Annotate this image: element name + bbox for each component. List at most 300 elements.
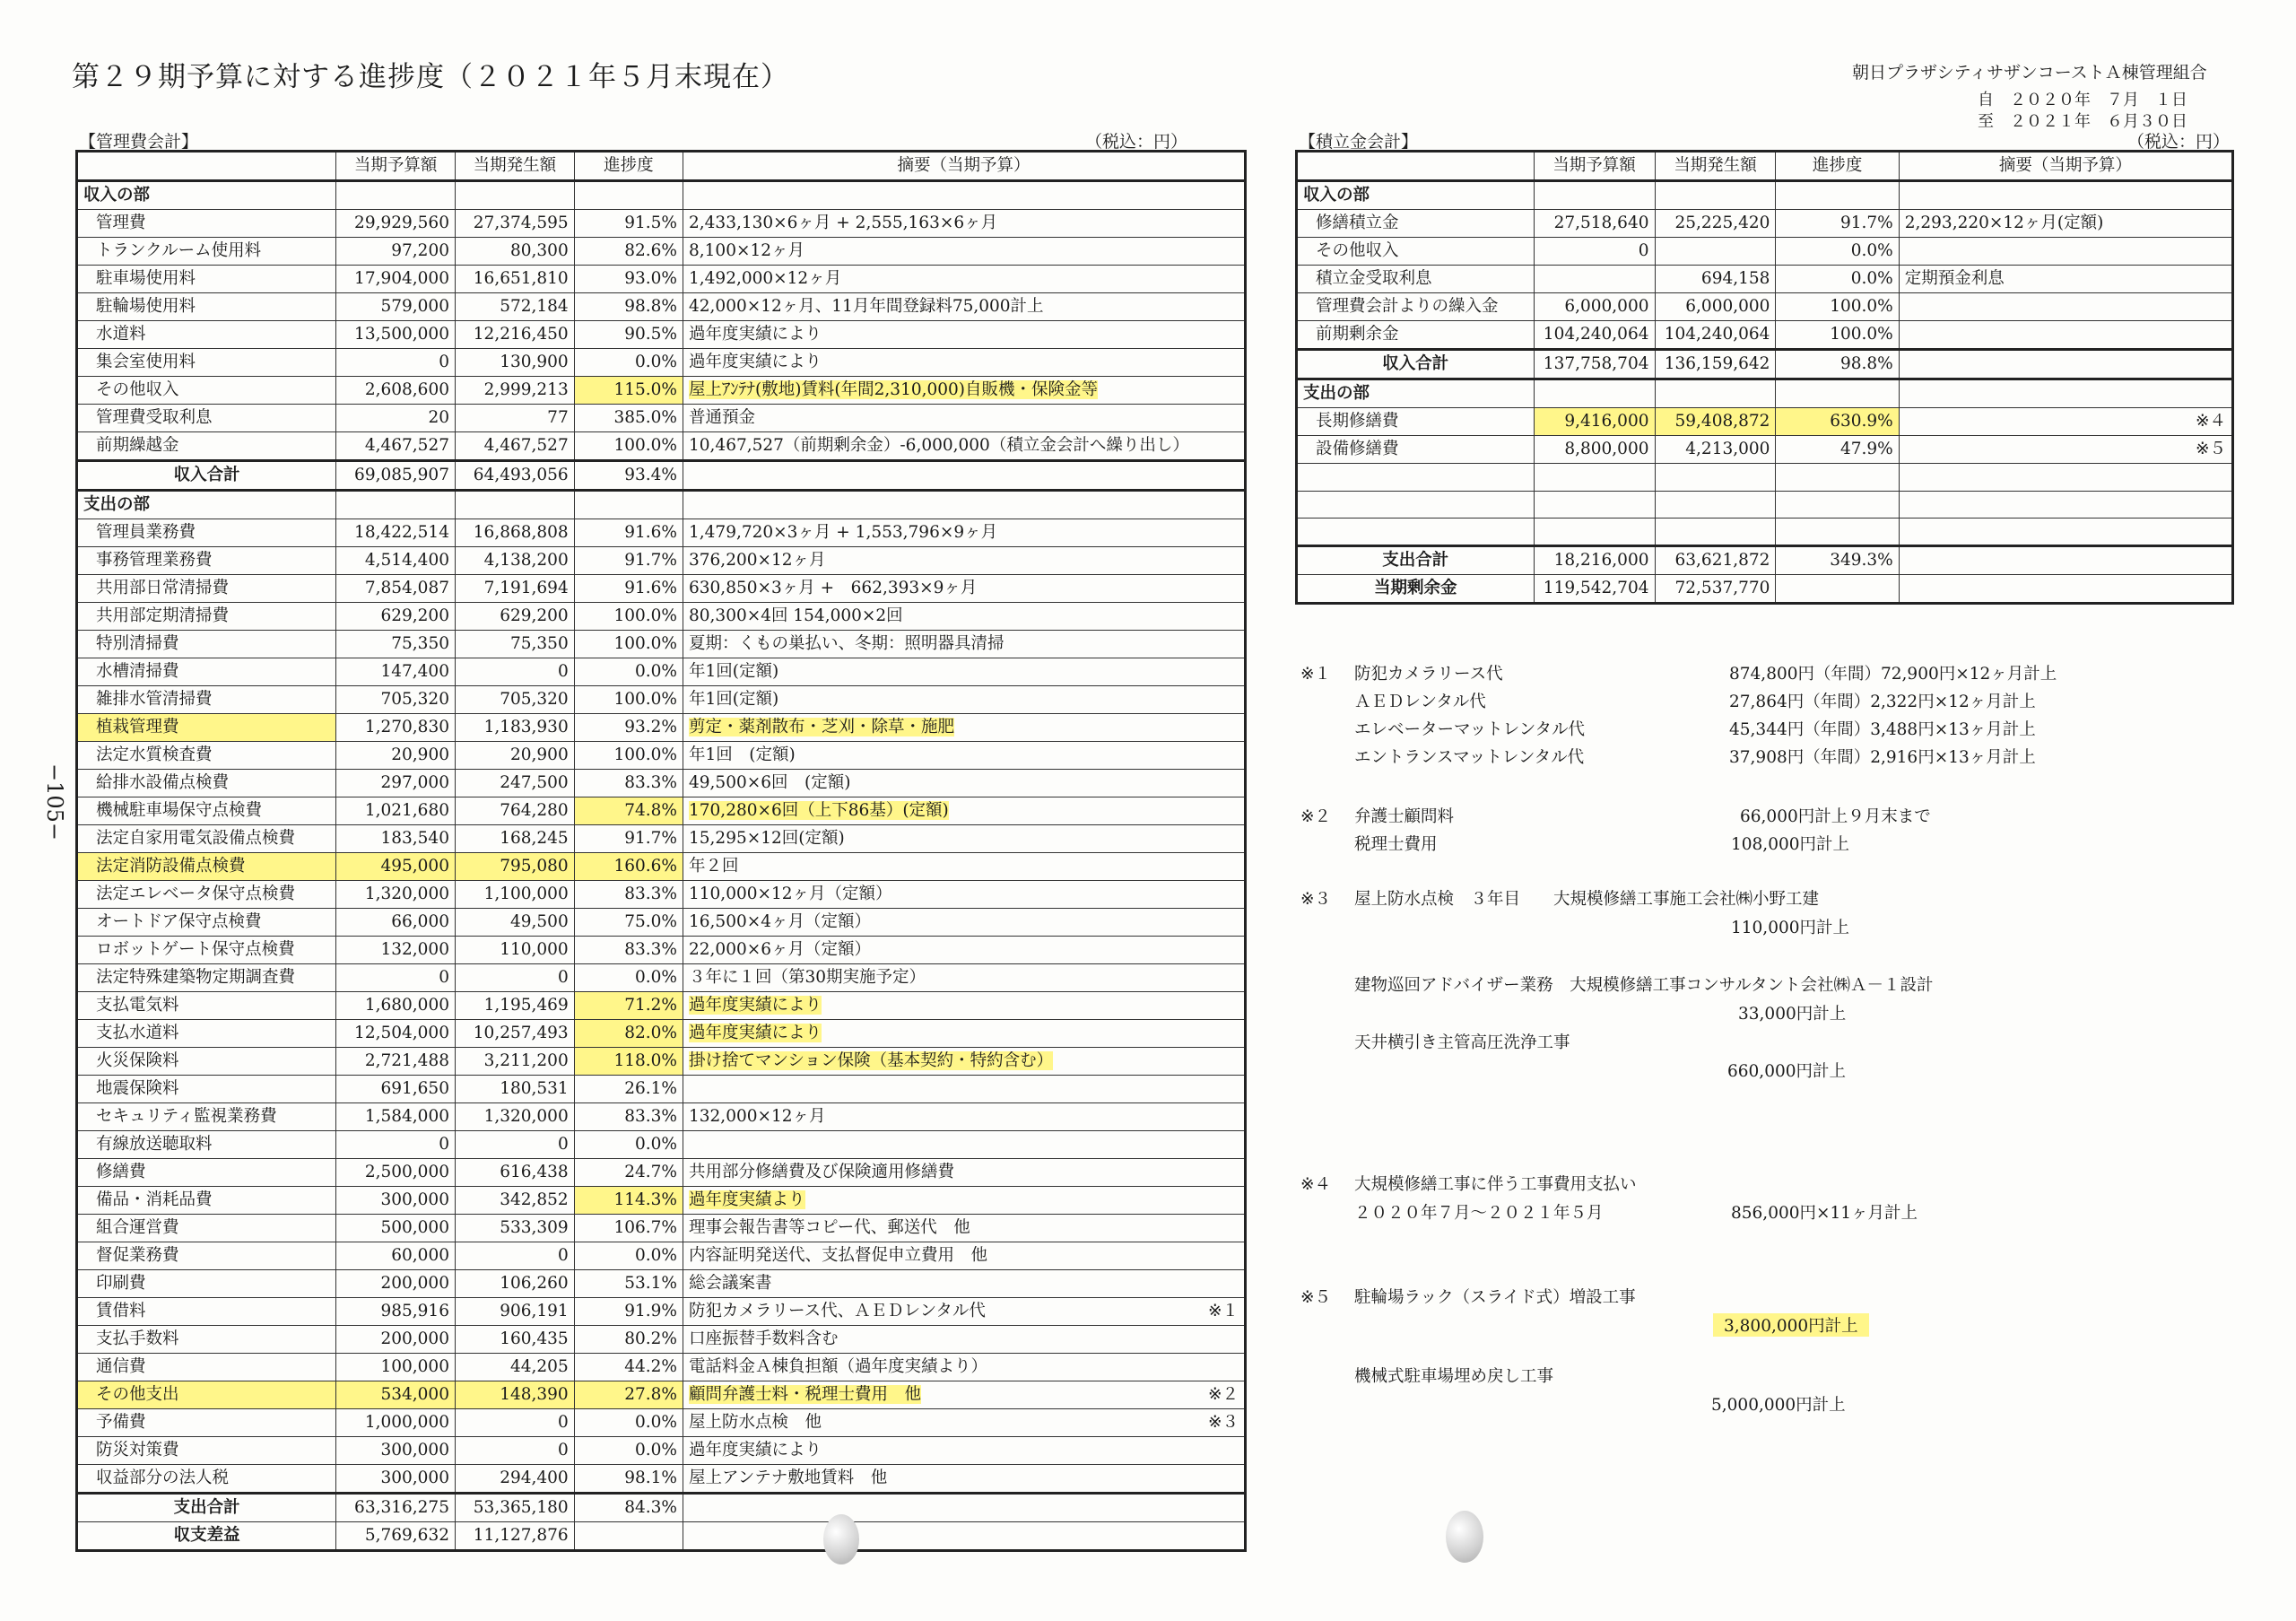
table-row xyxy=(1297,321,2233,350)
total-actual: 72,537,770 xyxy=(1655,574,1776,603)
row-note xyxy=(683,547,1246,575)
reserve-account-table xyxy=(1295,150,2234,605)
empty-cell xyxy=(1297,464,1535,492)
row-actual: 795,080 xyxy=(455,853,574,881)
row-rate: 83.3% xyxy=(574,770,683,797)
section-label: 収入の部 xyxy=(77,181,336,210)
row-note-text: 屋上ｱﾝﾃﾅ(敷地)賃料(年間2,310,000)自販機・保険金等 xyxy=(689,380,1099,399)
row-note-text: 過年度実績により xyxy=(689,996,822,1015)
table-row xyxy=(77,519,1246,547)
row-actual: 0 xyxy=(455,1242,574,1270)
row-rate: 0.0% xyxy=(574,1409,683,1437)
row-note-text: 屋上防水点検 他 xyxy=(689,1413,822,1432)
row-rate: 75.0% xyxy=(574,909,683,937)
total-budget: 69,085,907 xyxy=(336,461,456,491)
column-header: 摘要（当期予算） xyxy=(683,152,1246,181)
row-rate: 91.7% xyxy=(574,547,683,575)
row-note xyxy=(683,853,1246,881)
row-budget: 75,350 xyxy=(336,631,456,658)
row-rate: 98.8% xyxy=(574,293,683,321)
row-actual xyxy=(1655,238,1776,266)
empty-cell xyxy=(1655,519,1776,546)
row-note-text: 15,295×12回(定額) xyxy=(689,829,845,848)
total-actual: 63,621,872 xyxy=(1655,545,1776,574)
reserve-tax-note: （税込：円） xyxy=(2127,132,2231,152)
table-row xyxy=(77,377,1246,405)
table-row xyxy=(77,909,1246,937)
row-actual: 1,100,000 xyxy=(455,881,574,909)
row-note xyxy=(683,797,1246,825)
table-row xyxy=(77,1270,1246,1298)
note1-label-2: エレベーターマットレンタル代 xyxy=(1354,720,1586,739)
row-item: 水道料 xyxy=(77,321,336,349)
row-budget: 300,000 xyxy=(336,1187,456,1215)
note2-mark: ※２ xyxy=(1300,807,1332,826)
row-note-text: 1,492,000×12ヶ月 xyxy=(689,269,842,288)
row-rate: 26.1% xyxy=(574,1076,683,1103)
table-row xyxy=(77,1020,1246,1048)
row-note xyxy=(1899,436,2232,464)
period-from: 自 ２０２０年 ７月 １日 xyxy=(1978,91,2187,109)
table-row xyxy=(77,1076,1246,1103)
row-note xyxy=(683,266,1246,293)
row-actual: 10,257,493 xyxy=(455,1020,574,1048)
row-budget: 132,000 xyxy=(336,937,456,964)
column-header: 当期発生額 xyxy=(455,152,574,181)
note4-mark: ※４ xyxy=(1300,1175,1332,1194)
row-note xyxy=(683,432,1246,461)
column-header: 当期予算額 xyxy=(336,152,456,181)
fiscal-period xyxy=(1978,90,2187,133)
row-actual: 342,852 xyxy=(455,1187,574,1215)
mgmt-tax-note: （税込：円） xyxy=(1085,132,1188,152)
note1-value-0: 874,800円（年間）72,900円×12ヶ月計上 xyxy=(1729,665,2057,684)
table-row xyxy=(1297,210,2233,238)
note3-value1: 110,000円計上 xyxy=(1731,919,1850,937)
row-rate: 91.9% xyxy=(574,1298,683,1326)
row-item: 収益部分の法人税 xyxy=(77,1465,336,1494)
note1-value-3: 37,908円（年間）2,916円×13ヶ月計上 xyxy=(1729,748,2036,767)
row-note xyxy=(683,909,1246,937)
total-label: 支出合計 xyxy=(77,1494,336,1522)
row-note xyxy=(683,210,1246,238)
table-row xyxy=(77,937,1246,964)
table-row xyxy=(77,853,1246,881)
row-budget: 200,000 xyxy=(336,1326,456,1354)
row-actual: 0 xyxy=(455,1437,574,1465)
row-actual: 77 xyxy=(455,405,574,432)
row-actual: 0 xyxy=(455,1131,574,1159)
table-row xyxy=(1297,293,2233,321)
note2-value-0: 66,000円計上９月末まで xyxy=(1740,807,1931,826)
total-rate xyxy=(574,1522,683,1551)
row-note xyxy=(683,742,1246,770)
header-row xyxy=(77,152,1246,181)
row-item: オートドア保守点検費 xyxy=(77,909,336,937)
row-item: 督促業務費 xyxy=(77,1242,336,1270)
row-budget: 1,270,830 xyxy=(336,714,456,742)
table-row xyxy=(77,992,1246,1020)
row-note xyxy=(683,1437,1246,1465)
row-budget: 183,540 xyxy=(336,825,456,853)
row-note xyxy=(683,1020,1246,1048)
empty-cell xyxy=(683,181,1246,210)
total-actual: 53,365,180 xyxy=(455,1494,574,1522)
row-actual: 694,158 xyxy=(1655,266,1776,293)
empty-cell xyxy=(1534,491,1655,519)
note3-mark: ※３ xyxy=(1300,890,1332,909)
row-budget: 18,422,514 xyxy=(336,519,456,547)
empty-cell xyxy=(455,181,574,210)
row-rate: 80.2% xyxy=(574,1326,683,1354)
row-actual: 0 xyxy=(455,964,574,992)
row-item: 水槽清掃費 xyxy=(77,658,336,686)
row-note xyxy=(683,714,1246,742)
page-number: −105− xyxy=(42,763,68,841)
blank-row xyxy=(1297,464,2233,492)
total-budget: 18,216,000 xyxy=(1534,545,1655,574)
row-item: 有線放送聴取料 xyxy=(77,1131,336,1159)
total-label: 当期剰余金 xyxy=(1297,574,1535,603)
row-budget: 0 xyxy=(336,964,456,992)
column-header: 当期予算額 xyxy=(1534,152,1655,181)
row-note-text: 掛け捨てマンション保険（基本契約・特約含む） xyxy=(689,1051,1054,1070)
row-budget: 104,240,064 xyxy=(1534,321,1655,350)
row-rate: 91.6% xyxy=(574,519,683,547)
row-actual: 247,500 xyxy=(455,770,574,797)
row-note xyxy=(683,964,1246,992)
row-rate: 0.0% xyxy=(574,658,683,686)
row-actual: 25,225,420 xyxy=(1655,210,1776,238)
row-rate: 0.0% xyxy=(574,1437,683,1465)
row-budget: 1,320,000 xyxy=(336,881,456,909)
row-note xyxy=(683,377,1246,405)
total-actual: 136,159,642 xyxy=(1655,350,1776,379)
row-actual: 6,000,000 xyxy=(1655,293,1776,321)
table-row xyxy=(77,881,1246,909)
row-budget: 2,500,000 xyxy=(336,1159,456,1187)
note5-mark: ※５ xyxy=(1300,1288,1332,1307)
table-row xyxy=(77,1465,1246,1494)
row-item: その他支出 xyxy=(77,1381,336,1409)
empty-cell xyxy=(1899,574,2232,603)
row-item: 駐輪場使用料 xyxy=(77,293,336,321)
row-note xyxy=(683,519,1246,547)
row-note-text: 過年度実績により xyxy=(689,353,822,371)
row-note xyxy=(1899,210,2232,238)
row-actual: 59,408,872 xyxy=(1655,408,1776,436)
table-row xyxy=(1297,408,2233,436)
row-rate: 91.7% xyxy=(1776,210,1899,238)
empty-cell xyxy=(1534,379,1655,408)
row-item: 支払電気料 xyxy=(77,992,336,1020)
row-rate: 98.1% xyxy=(574,1465,683,1494)
row-item: 設備修繕費 xyxy=(1297,436,1535,464)
row-mark: ※１ xyxy=(1207,1302,1239,1320)
row-rate: 630.9% xyxy=(1776,408,1899,436)
row-budget: 297,000 xyxy=(336,770,456,797)
row-note xyxy=(683,238,1246,266)
row-rate: 71.2% xyxy=(574,992,683,1020)
row-rate: 0.0% xyxy=(1776,266,1899,293)
row-budget: 495,000 xyxy=(336,853,456,881)
row-budget xyxy=(1534,266,1655,293)
row-note-text: 42,000×12ヶ月、11月年間登録料75,000計上 xyxy=(689,297,1044,316)
row-note xyxy=(683,1187,1246,1215)
row-note-text: ３年に１回（第30期実施予定） xyxy=(689,968,926,987)
row-actual: 3,211,200 xyxy=(455,1048,574,1076)
table-row xyxy=(77,1215,1246,1242)
row-actual: 0 xyxy=(455,658,574,686)
row-note xyxy=(683,881,1246,909)
row-note-text: 屋上アンテナ敷地賃料 他 xyxy=(689,1468,888,1487)
note3-line2: 建物巡回アドバイザー業務 大規模修繕工事コンサルタント会社㈱Ａ－１設計 xyxy=(1354,976,1934,995)
row-budget: 0 xyxy=(336,349,456,377)
row-actual: 27,374,595 xyxy=(455,210,574,238)
note1-value-2: 45,344円（年間）3,488円×13ヶ月計上 xyxy=(1729,720,2036,739)
section-label: 収入の部 xyxy=(1297,181,1535,210)
empty-cell xyxy=(1899,519,2232,546)
row-mark: ※４ xyxy=(2195,412,2226,431)
column-header: 進捗度 xyxy=(1776,152,1899,181)
row-note-text: 電話料金Ａ棟負担額（過年度実績より） xyxy=(689,1357,988,1376)
row-actual: 75,350 xyxy=(455,631,574,658)
row-rate: 91.7% xyxy=(574,825,683,853)
total-label: 収入合計 xyxy=(77,461,336,491)
total-row xyxy=(77,1522,1246,1551)
table-row xyxy=(77,1131,1246,1159)
row-budget: 629,200 xyxy=(336,603,456,631)
page-title: 第２９期予算に対する進捗度（２０２１年５月末現在） xyxy=(72,61,789,93)
note3-value2: 33,000円計上 xyxy=(1738,1005,1847,1024)
row-note-text: 年1回(定額) xyxy=(689,690,779,709)
row-note xyxy=(683,575,1246,603)
table-row xyxy=(77,1437,1246,1465)
table-row xyxy=(77,797,1246,825)
empty-cell xyxy=(1655,491,1776,519)
row-actual: 4,138,200 xyxy=(455,547,574,575)
row-item: 賃借料 xyxy=(77,1298,336,1326)
total-actual: 11,127,876 xyxy=(455,1522,574,1551)
note1-label-0: 防犯カメラリース代 xyxy=(1354,665,1503,684)
row-item: 前期繰越金 xyxy=(77,432,336,461)
row-note xyxy=(683,405,1246,432)
row-note xyxy=(1899,321,2232,350)
row-item: 集会室使用料 xyxy=(77,349,336,377)
column-header: 進捗度 xyxy=(574,152,683,181)
row-note-text: 内容証明発送代、支払督促申立費用 他 xyxy=(689,1246,988,1265)
row-item: 管理費受取利息 xyxy=(77,405,336,432)
row-rate: 0.0% xyxy=(574,349,683,377)
reserve-caption: 【積立金会計】 xyxy=(1299,132,1419,152)
row-actual: 160,435 xyxy=(455,1326,574,1354)
row-note-text: 2,433,130×6ヶ月 + 2,555,163×6ヶ月 xyxy=(689,214,998,232)
table-row xyxy=(77,1187,1246,1215)
note5-value2: 5,000,000円計上 xyxy=(1711,1396,1846,1415)
row-rate: 115.0% xyxy=(574,377,683,405)
row-rate: 160.6% xyxy=(574,853,683,881)
empty-cell xyxy=(683,491,1246,519)
row-budget: 0 xyxy=(1534,238,1655,266)
row-note-text: 過年度実績により xyxy=(689,1024,822,1042)
row-note-text: 16,500×4ヶ月（定額） xyxy=(689,912,872,931)
row-note-text: 10,467,527（前期剰余金）-6,000,000（積立金会計へ繰り出し） xyxy=(689,436,1189,455)
row-item: 修繕積立金 xyxy=(1297,210,1535,238)
note1-mark: ※１ xyxy=(1300,665,1332,684)
note5-line1: 駐輪場ラック（スライド式）増設工事 xyxy=(1354,1288,1636,1307)
row-item: 積立金受取利息 xyxy=(1297,266,1535,293)
row-budget: 20 xyxy=(336,405,456,432)
total-label: 収支差益 xyxy=(77,1522,336,1551)
table-row xyxy=(77,603,1246,631)
row-note xyxy=(683,1465,1246,1494)
row-rate: 100.0% xyxy=(574,603,683,631)
row-note-text: 過年度実績により xyxy=(689,325,822,344)
note1-value-1: 27,864円（年間）2,322円×12ヶ月計上 xyxy=(1729,693,2036,711)
table-row xyxy=(77,1103,1246,1131)
table-row xyxy=(77,1381,1246,1409)
row-rate: 44.2% xyxy=(574,1354,683,1381)
table-row xyxy=(77,742,1246,770)
note1-label-1: ＡＥＤレンタル代 xyxy=(1354,693,1486,711)
table-row xyxy=(77,770,1246,797)
row-note xyxy=(683,1159,1246,1187)
row-actual: 1,320,000 xyxy=(455,1103,574,1131)
table-row xyxy=(1297,436,2233,464)
row-note xyxy=(683,321,1246,349)
row-item: 予備費 xyxy=(77,1409,336,1437)
row-actual: 180,531 xyxy=(455,1076,574,1103)
row-rate: 90.5% xyxy=(574,321,683,349)
row-item: 備品・消耗品費 xyxy=(77,1187,336,1215)
table-row xyxy=(77,321,1246,349)
table-row xyxy=(77,1048,1246,1076)
table-row xyxy=(77,575,1246,603)
total-rate: 98.8% xyxy=(1776,350,1899,379)
row-note xyxy=(683,1409,1246,1437)
row-item: その他収入 xyxy=(1297,238,1535,266)
row-actual: 572,184 xyxy=(455,293,574,321)
row-rate: 27.8% xyxy=(574,1381,683,1409)
row-rate: 0.0% xyxy=(1776,238,1899,266)
note4-value2: 856,000円×11ヶ月計上 xyxy=(1731,1204,1918,1223)
row-item: 法定特殊建築物定期調査費 xyxy=(77,964,336,992)
empty-cell xyxy=(1655,181,1776,210)
table-row xyxy=(77,266,1246,293)
row-budget: 13,500,000 xyxy=(336,321,456,349)
row-rate: 83.3% xyxy=(574,881,683,909)
row-actual: 294,400 xyxy=(455,1465,574,1494)
note1-label-3: エントランスマットレンタル代 xyxy=(1354,748,1585,767)
row-budget: 579,000 xyxy=(336,293,456,321)
row-note-text: 理事会報告書等コピー代、郵送代 他 xyxy=(689,1218,970,1237)
table-row xyxy=(77,1409,1246,1437)
row-budget: 1,021,680 xyxy=(336,797,456,825)
table-row xyxy=(77,1298,1246,1326)
empty-cell xyxy=(683,1522,1246,1551)
row-rate: 47.9% xyxy=(1776,436,1899,464)
empty-cell xyxy=(683,1494,1246,1522)
row-budget: 27,518,640 xyxy=(1534,210,1655,238)
row-budget: 985,916 xyxy=(336,1298,456,1326)
row-budget: 17,904,000 xyxy=(336,266,456,293)
row-item: 法定消防設備点検費 xyxy=(77,853,336,881)
row-rate: 0.0% xyxy=(574,1242,683,1270)
row-budget: 60,000 xyxy=(336,1242,456,1270)
row-item: 防災対策費 xyxy=(77,1437,336,1465)
row-rate: 53.1% xyxy=(574,1270,683,1298)
row-item: 管理員業務費 xyxy=(77,519,336,547)
row-mark: ※２ xyxy=(1207,1385,1239,1404)
table-row xyxy=(77,238,1246,266)
row-note-text: 夏期：くもの巣払い、冬期：照明器具清掃 xyxy=(689,634,1004,653)
row-item: 修繕費 xyxy=(77,1159,336,1187)
row-rate: 100.0% xyxy=(1776,293,1899,321)
empty-cell xyxy=(1776,491,1899,519)
empty-cell xyxy=(1899,491,2232,519)
row-note-text: 剪定・薬剤散布・芝刈・除草・施肥 xyxy=(689,718,955,736)
section-row xyxy=(77,181,1246,210)
note3-line3: 天井横引き主管高圧洗浄工事 xyxy=(1354,1033,1570,1052)
blank-row xyxy=(1297,491,2233,519)
row-note-text: 376,200×12ヶ月 xyxy=(689,551,826,570)
row-actual: 629,200 xyxy=(455,603,574,631)
section-row xyxy=(77,491,1246,519)
row-item: 機械駐車場保守点検費 xyxy=(77,797,336,825)
header-row xyxy=(1297,152,2233,181)
total-label: 収入合計 xyxy=(1297,350,1535,379)
row-actual: 106,260 xyxy=(455,1270,574,1298)
row-note xyxy=(683,1076,1246,1103)
row-note xyxy=(1899,266,2232,293)
empty-cell xyxy=(455,491,574,519)
table-row xyxy=(77,405,1246,432)
row-budget: 8,800,000 xyxy=(1534,436,1655,464)
row-actual: 148,390 xyxy=(455,1381,574,1409)
row-actual: 1,195,469 xyxy=(455,992,574,1020)
row-rate: 82.0% xyxy=(574,1020,683,1048)
row-actual: 0 xyxy=(455,1409,574,1437)
row-budget: 0 xyxy=(336,1131,456,1159)
row-mark: ※３ xyxy=(1207,1413,1239,1432)
note2-label-1: 税理士費用 xyxy=(1354,835,1438,854)
row-note-text: 共用部分修繕費及び保険適用修繕費 xyxy=(689,1163,955,1181)
row-budget: 2,608,600 xyxy=(336,377,456,405)
row-budget: 20,900 xyxy=(336,742,456,770)
row-budget: 300,000 xyxy=(336,1437,456,1465)
column-header xyxy=(1297,152,1535,181)
row-note xyxy=(683,770,1246,797)
row-rate: 91.6% xyxy=(574,575,683,603)
row-actual: 2,999,213 xyxy=(455,377,574,405)
section-label: 支出の部 xyxy=(77,491,336,519)
row-note-text: 80,300×4回 154,000×2回 xyxy=(689,606,903,625)
row-actual: 130,900 xyxy=(455,349,574,377)
row-actual: 705,320 xyxy=(455,686,574,714)
row-budget: 100,000 xyxy=(336,1354,456,1381)
row-actual: 168,245 xyxy=(455,825,574,853)
row-rate: 24.7% xyxy=(574,1159,683,1187)
empty-cell xyxy=(574,181,683,210)
row-rate: 0.0% xyxy=(574,964,683,992)
total-row xyxy=(1297,350,2233,379)
row-actual: 16,868,808 xyxy=(455,519,574,547)
row-actual: 4,467,527 xyxy=(455,432,574,461)
row-actual: 533,309 xyxy=(455,1215,574,1242)
note3-line1: 屋上防水点検 ３年目 大規模修繕工事施工会社㈱小野工建 xyxy=(1354,890,1820,909)
empty-cell xyxy=(683,461,1246,491)
row-budget: 147,400 xyxy=(336,658,456,686)
